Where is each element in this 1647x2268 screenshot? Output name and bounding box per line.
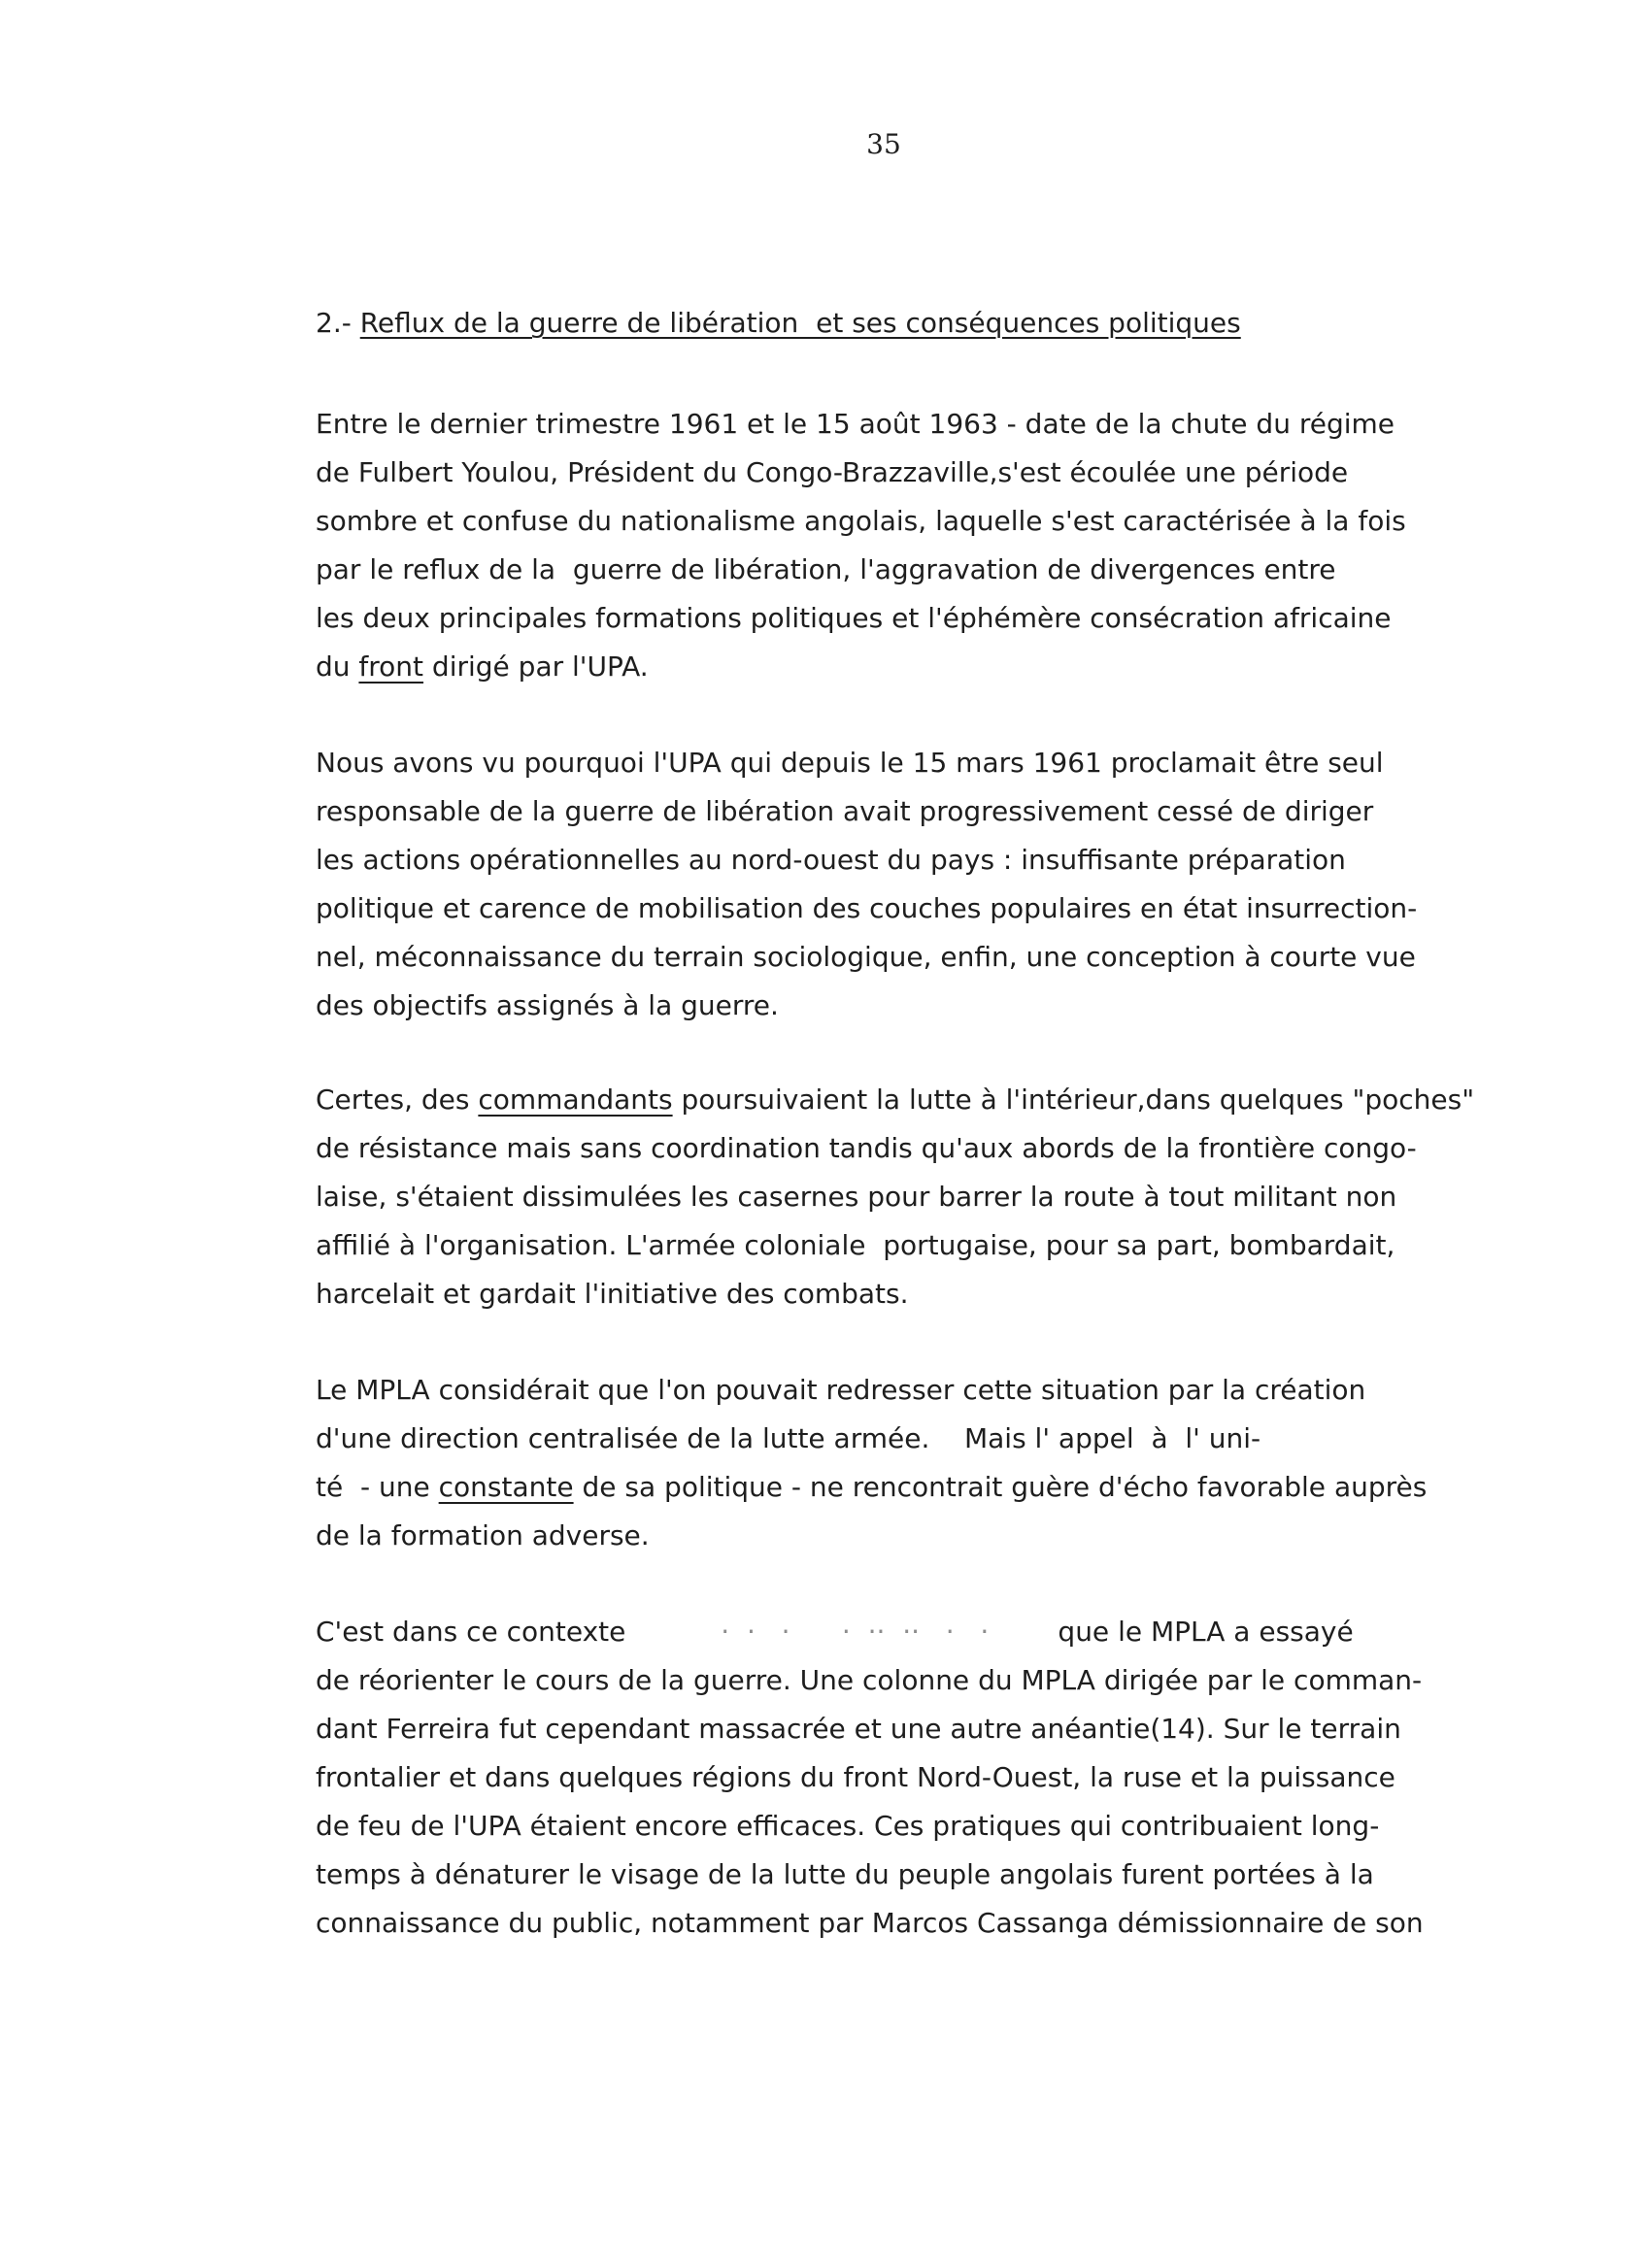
text-segment: Le MPLA considérait que l'on pouvait redresser cette situation par la création [316, 1374, 1366, 1406]
text-line [316, 1608, 1424, 1656]
paragraph-3 [316, 1076, 1474, 1318]
text-line [316, 1415, 1427, 1463]
text-line [316, 1366, 1427, 1415]
text-segment: dant Ferreira fut cependant massacrée et une autre anéantie(14). Sur le terrain [316, 1713, 1401, 1745]
underlined-term: front [358, 650, 424, 683]
text-line [316, 1221, 1474, 1270]
text-segment: de feu de l'UPA étaient encore efficaces. Ces pratiques qui contribuaient long- [316, 1810, 1380, 1842]
text-line [316, 884, 1417, 933]
text-segment: Entre le dernier trimestre 1961 et le 15 août 1963 - date de la chute du régime [316, 408, 1395, 440]
text-line [316, 739, 1417, 787]
text-segment: Certes, des [316, 1084, 479, 1116]
text-line [316, 1512, 1427, 1560]
text-segment: té - une [316, 1471, 439, 1503]
text-segment: laise, s'étaient dissimulées les casernes pour barrer la route à tout militant non [316, 1181, 1397, 1213]
text-segment: de réorienter le cours de la guerre. Une colonne du MPLA dirigée par le comman- [316, 1664, 1423, 1696]
text-segment: par le reflux de la guerre de libération, l'aggravation de divergences entre [316, 553, 1336, 585]
text-segment: - [832, 456, 842, 488]
text-segment: responsable de la guerre de libération avait progressivement cessé de diriger [316, 795, 1374, 827]
text-line [316, 982, 1417, 1030]
text-line [316, 836, 1417, 884]
text-line [316, 546, 1406, 594]
text-segment: sombre et confuse du nationalisme angolais, laquelle s'est caractérisée à la fois [316, 505, 1406, 537]
text-segment: les actions opérationnelles au nord-ouest du pays : insuffisante préparation [316, 844, 1346, 876]
text-segment: que le MPLA a essayé [1049, 1616, 1354, 1648]
text-line [316, 1899, 1424, 1948]
text-line [316, 1463, 1427, 1512]
text-segment: les deux principales formations politiques et l'éphémère consécration africaine [316, 602, 1392, 634]
text-line [316, 643, 1406, 691]
text-segment: des objectifs assignés à la guerre. [316, 989, 779, 1021]
paragraph-5 [316, 1608, 1424, 1948]
text-segment: Brazzaville,s'est écoulée une période [842, 456, 1349, 488]
text-line [316, 1076, 1474, 1124]
text-segment: Nous avons vu pourquoi l'UPA qui depuis le 15 mars 1961 proclamait être seul [316, 747, 1384, 779]
text-segment: affilié à l'organisation. L'armée coloniale portugaise, pour sa part, bombardait, [316, 1229, 1395, 1261]
text-line [316, 1124, 1474, 1173]
paragraph-2 [316, 739, 1417, 1030]
text-line [316, 1705, 1424, 1753]
text-segment: connaissance du public, notamment par Marcos Cassanga démissionnaire de son [316, 1907, 1424, 1939]
section-title: Reflux de la guerre de libération et ses conséquences politiques [359, 307, 1241, 339]
faint-illegible-text: · · · · ·· ·· · · [634, 1616, 1050, 1648]
text-segment: harcelait et gardait l'initiative des combats. [316, 1278, 909, 1310]
paragraph-4 [316, 1366, 1427, 1560]
page-number: 35 [866, 128, 901, 160]
text-segment: de sa politique - ne rencontrait guère d'écho favorable auprès [573, 1471, 1428, 1503]
underlined-term: commandants [478, 1084, 673, 1116]
text-segment: dirigé par l'UPA. [423, 650, 649, 683]
text-line [316, 1851, 1424, 1899]
text-line [316, 400, 1406, 449]
text-segment: d'une direction centralisée de la lutte armée. Mais l' appel à l' uni- [316, 1422, 1261, 1454]
section-number: 2.- [316, 307, 360, 339]
underlined-term: constante [438, 1471, 574, 1503]
text-segment: C'est dans ce contexte [316, 1616, 635, 1648]
text-line [316, 1173, 1474, 1221]
text-segment: frontalier et dans quelques régions du front Nord-Ouest, la ruse et la puissance [316, 1761, 1395, 1793]
text-segment: nel, méconnaissance du terrain sociologique, enfin, une conception à courte vue [316, 941, 1416, 973]
text-line [316, 1802, 1424, 1851]
text-segment: de la formation adverse. [316, 1519, 650, 1551]
text-line [316, 1753, 1424, 1802]
text-segment: de Fulbert Youlou, Président du Congo [316, 456, 833, 488]
text-segment: du [316, 650, 359, 683]
text-line [316, 1656, 1424, 1705]
text-line [316, 449, 1406, 497]
section-heading [316, 307, 1241, 339]
text-line [316, 933, 1417, 982]
text-segment: de résistance mais sans coordination tandis qu'aux abords de la frontière congo- [316, 1132, 1417, 1164]
text-line [316, 1270, 1474, 1318]
text-segment: poursuivaient la lutte à l'intérieur,dans quelques "poches" [672, 1084, 1475, 1116]
text-line [316, 787, 1417, 836]
text-segment: politique et carence de mobilisation des couches populaires en état insurrection- [316, 892, 1418, 924]
text-segment: temps à dénaturer le visage de la lutte du peuple angolais furent portées à la [316, 1858, 1374, 1890]
text-line [316, 594, 1406, 643]
text-line [316, 497, 1406, 546]
paragraph-1 [316, 400, 1406, 691]
